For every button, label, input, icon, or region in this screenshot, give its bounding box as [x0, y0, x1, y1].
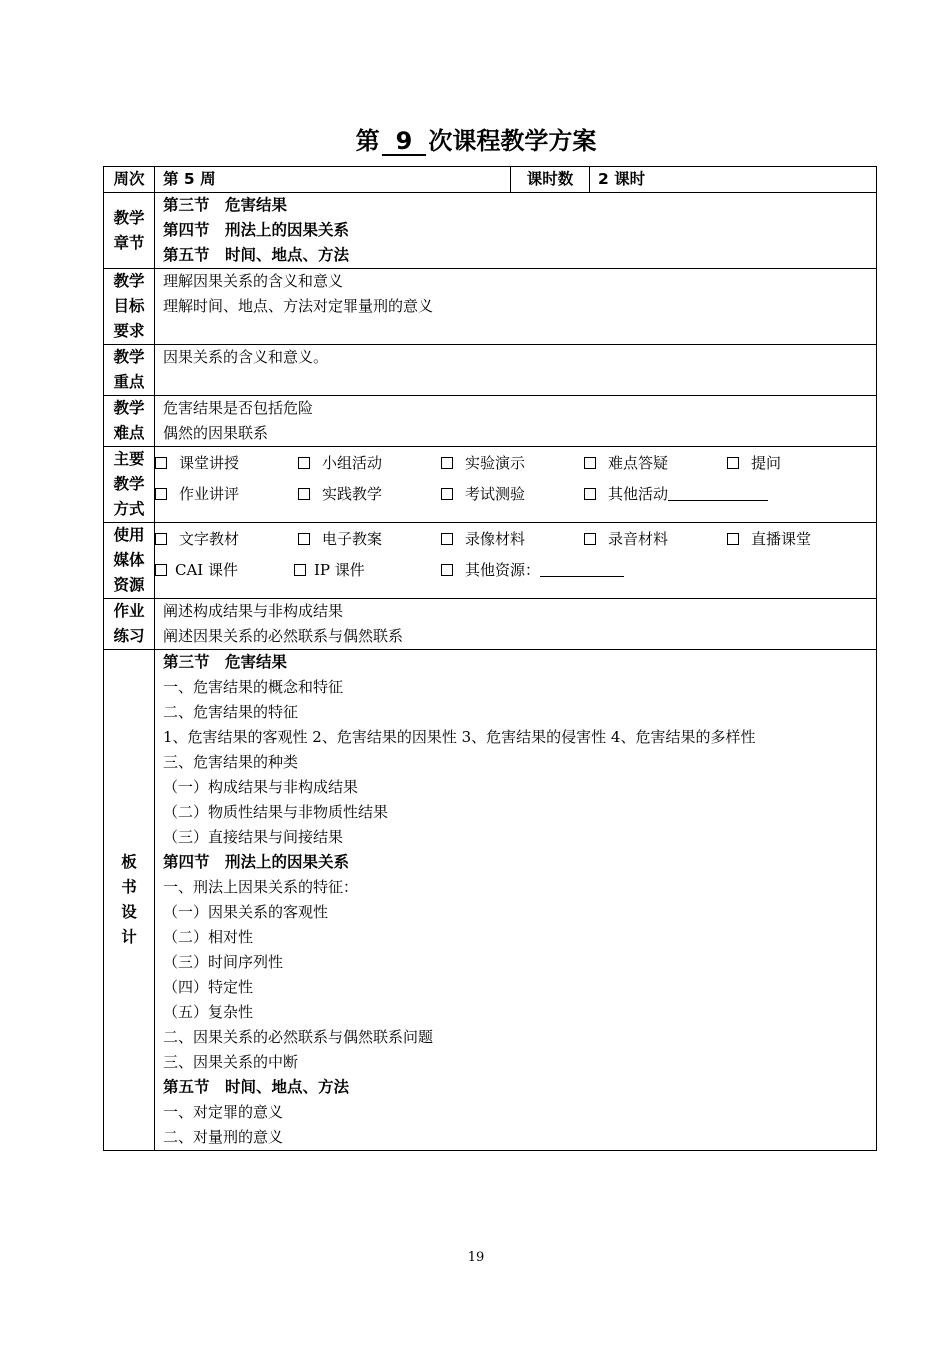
media-options — [155, 523, 877, 599]
difficult-points-row — [104, 396, 877, 447]
key-point-line: 因果关系的含义和意义。 — [163, 348, 329, 366]
homework-label: 作业练习 — [104, 599, 155, 650]
page-title — [0, 126, 952, 156]
board-line: 三、因果关系的中断 — [163, 1053, 299, 1071]
checkbox-icon[interactable] — [441, 457, 453, 469]
board-design-label: 板书设计 — [104, 650, 155, 1151]
chapter-line: 第三节 危害结果 — [163, 196, 288, 214]
key-points-label: 教学重点 — [104, 345, 155, 396]
board-line: 三、危害结果的种类 — [163, 753, 299, 771]
board-line: 二、危害结果的特征 — [163, 703, 299, 721]
key-points-row — [104, 345, 877, 396]
method-option[interactable]: 提问 — [727, 452, 781, 473]
chapter-line: 第四节 刑法上的因果关系 — [163, 221, 350, 239]
method-option-other[interactable]: 其他活动 — [584, 483, 768, 504]
board-section-heading: 第五节 时间、地点、方法 — [163, 1078, 350, 1096]
chapter-content — [155, 193, 877, 269]
objectives-label: 教学目标要求 — [104, 269, 155, 345]
chapter-label: 教学章节 — [104, 193, 155, 269]
media-option[interactable]: 录像材料 — [441, 528, 584, 549]
checkbox-icon[interactable] — [298, 457, 310, 469]
checkbox-icon[interactable] — [294, 564, 306, 576]
chapter-row — [104, 193, 877, 269]
media-option[interactable]: CAI 课件 — [155, 559, 294, 580]
board-line: 一、对定罪的意义 — [163, 1103, 284, 1121]
objectives-row — [104, 269, 877, 345]
objective-line: 理解因果关系的含义和意义 — [163, 272, 344, 290]
method-option[interactable]: 考试测验 — [441, 483, 584, 504]
objective-line: 理解时间、地点、方法对定罪量刑的意义 — [163, 297, 434, 315]
media-option[interactable]: 录音材料 — [584, 528, 727, 549]
board-line: 一、刑法上因果关系的特征： — [163, 878, 359, 896]
checkbox-icon[interactable] — [155, 457, 167, 469]
fill-in-blank[interactable] — [668, 500, 768, 501]
board-line: （二）物质性结果与非物质性结果 — [163, 803, 389, 821]
methods-label: 主要教学方式 — [104, 447, 155, 523]
board-line: 二、对量刑的意义 — [163, 1128, 284, 1146]
checkbox-icon[interactable] — [155, 488, 167, 500]
board-design-content — [155, 650, 877, 1151]
difficult-point-line: 偶然的因果联系 — [163, 424, 269, 442]
homework-content — [155, 599, 877, 650]
media-option-other[interactable]: 其他资源： — [441, 559, 624, 580]
checkbox-icon[interactable] — [155, 564, 167, 576]
key-points-content — [155, 345, 877, 396]
lesson-number: 9 — [382, 128, 427, 156]
media-option[interactable]: 电子教案 — [298, 528, 441, 549]
homework-line: 阐述因果关系的必然联系与偶然联系 — [163, 627, 404, 645]
checkbox-icon[interactable] — [584, 457, 596, 469]
homework-line: 阐述构成结果与非构成结果 — [163, 602, 344, 620]
hours-value: 2 课时 — [590, 167, 877, 193]
checkbox-icon[interactable] — [298, 488, 310, 500]
board-line: （一）因果关系的客观性 — [163, 903, 329, 921]
checkbox-icon[interactable] — [298, 533, 310, 545]
media-option[interactable]: IP 课件 — [294, 559, 441, 580]
method-option[interactable]: 小组活动 — [298, 452, 441, 473]
difficult-points-content — [155, 396, 877, 447]
board-line: （三）时间序列性 — [163, 953, 284, 971]
board-lines — [163, 650, 876, 1150]
chapter-line: 第五节 时间、地点、方法 — [163, 246, 350, 264]
checkbox-icon[interactable] — [727, 533, 739, 545]
checkbox-icon[interactable] — [727, 457, 739, 469]
methods-row — [104, 447, 877, 523]
board-design-row — [104, 650, 877, 1151]
difficult-point-line: 危害结果是否包括危险 — [163, 399, 314, 417]
board-line: （四）特定性 — [163, 978, 254, 996]
homework-row — [104, 599, 877, 650]
page-number: 19 — [467, 1250, 485, 1265]
fill-in-blank[interactable] — [540, 576, 624, 577]
media-option[interactable]: 文字教材 — [155, 528, 298, 549]
board-line: 一、危害结果的概念和特征 — [163, 678, 344, 696]
media-label: 使用媒体资源 — [104, 523, 155, 599]
title-suffix: 次课程教学方案 — [428, 127, 597, 155]
board-line: （一）构成结果与非构成结果 — [163, 778, 359, 796]
checkbox-icon[interactable] — [155, 533, 167, 545]
difficult-points-label: 教学难点 — [104, 396, 155, 447]
board-section-heading: 第三节 危害结果 — [163, 653, 288, 671]
checkbox-icon[interactable] — [441, 564, 453, 576]
methods-options — [155, 447, 877, 523]
checkbox-icon[interactable] — [584, 488, 596, 500]
media-option[interactable]: 直播课堂 — [727, 528, 811, 549]
board-section-heading: 第四节 刑法上的因果关系 — [163, 853, 350, 871]
lesson-plan-table — [103, 166, 877, 1151]
title-prefix: 第 — [355, 127, 380, 155]
checkbox-icon[interactable] — [441, 533, 453, 545]
board-line: 二、因果关系的必然联系与偶然联系问题 — [163, 1028, 434, 1046]
method-option[interactable]: 实践教学 — [298, 483, 441, 504]
method-option[interactable]: 课堂讲授 — [155, 452, 298, 473]
method-option[interactable]: 难点答疑 — [584, 452, 727, 473]
objectives-content — [155, 269, 877, 345]
method-option[interactable]: 作业讲评 — [155, 483, 298, 504]
board-line: （三）直接结果与间接结果 — [163, 828, 344, 846]
board-line: （五）复杂性 — [163, 1003, 254, 1021]
board-line: （二）相对性 — [163, 928, 254, 946]
board-line: 1、危害结果的客观性 2、危害结果的因果性 3、危害结果的侵害性 4、危害结果的多样性 — [163, 728, 756, 746]
media-row — [104, 523, 877, 599]
week-label: 周次 — [104, 167, 155, 193]
header-row — [104, 167, 877, 193]
checkbox-icon[interactable] — [441, 488, 453, 500]
method-option[interactable]: 实验演示 — [441, 452, 584, 473]
checkbox-icon[interactable] — [584, 533, 596, 545]
hours-label: 课时数 — [511, 167, 590, 193]
week-value: 第 5 周 — [155, 167, 511, 193]
